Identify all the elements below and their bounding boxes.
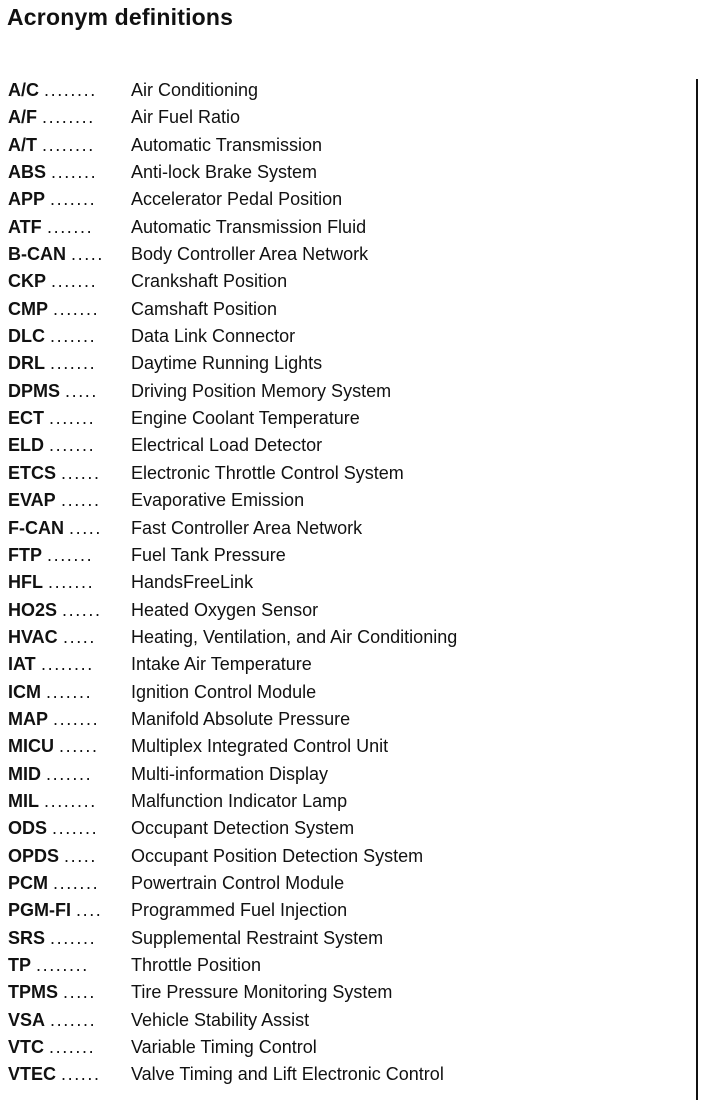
acronym-row (8, 132, 668, 159)
acronym-abbreviation: ETCS (8, 462, 57, 483)
acronym-abbreviation: A/F (8, 107, 37, 128)
dot-leader: ...... (59, 736, 99, 757)
acronym-abbreviation: A/T (8, 134, 37, 155)
acronym-definition: Crankshaft Position (131, 271, 288, 292)
acronym-row (8, 1034, 668, 1061)
acronym-row (8, 460, 668, 487)
dot-leader: ........ (41, 654, 94, 675)
acronym-abbreviation: VTC (8, 1037, 44, 1058)
acronym-definition: Electronic Throttle Control System (131, 462, 404, 483)
acronym-abbreviation: ATF (8, 216, 42, 237)
dot-leader: ........ (42, 134, 95, 155)
dot-leader: ........ (42, 107, 95, 128)
dot-leader: ....... (52, 818, 99, 839)
acronym-row (8, 186, 668, 213)
acronym-abbreviation: MID (8, 763, 41, 784)
dot-leader: ...... (61, 490, 101, 511)
dot-leader: ..... (63, 626, 97, 647)
dot-leader: ....... (50, 326, 97, 347)
acronym-row (8, 214, 668, 241)
acronym-definition: Occupant Position Detection System (131, 845, 424, 866)
dot-leader: ....... (50, 353, 97, 374)
acronym-row (8, 761, 668, 788)
acronym-abbreviation: TPMS (8, 982, 59, 1003)
acronym-row (8, 788, 668, 815)
acronym-abbreviation: PGM-FI (8, 900, 71, 921)
acronym-abbreviation: ICM (8, 681, 41, 702)
column-divider (696, 79, 698, 1100)
acronym-definition: Vehicle Stability Assist (131, 1009, 310, 1030)
acronym-row (8, 378, 668, 405)
acronym-definition: Supplemental Restraint System (131, 927, 384, 948)
dot-leader: ....... (50, 927, 97, 948)
acronym-definition: Data Link Connector (131, 326, 296, 347)
acronym-abbreviation: ECT (8, 408, 44, 429)
acronym-definition: Manifold Absolute Pressure (131, 708, 351, 729)
dot-leader: ..... (64, 845, 98, 866)
acronym-abbreviation: ODS (8, 818, 48, 839)
acronym-definition: Accelerator Pedal Position (131, 189, 343, 210)
acronym-abbreviation: OPDS (8, 845, 60, 866)
acronym-definition: Electrical Load Detector (131, 435, 323, 456)
acronym-abbreviation: B-CAN (8, 244, 66, 265)
dot-leader: ...... (62, 599, 102, 620)
acronym-definition: Engine Coolant Temperature (131, 408, 360, 429)
acronym-definition: Tire Pressure Monitoring System (131, 982, 393, 1003)
acronym-definition: Automatic Transmission (131, 134, 323, 155)
dot-leader: ...... (61, 462, 101, 483)
acronym-row (8, 515, 668, 542)
acronym-definition: Ignition Control Module (131, 681, 317, 702)
acronym-abbreviation: MAP (8, 708, 48, 729)
acronym-abbreviation: CKP (8, 271, 47, 292)
dot-leader: ....... (48, 572, 95, 593)
acronym-definition: Multiplex Integrated Control Unit (131, 736, 389, 757)
acronym-abbreviation: HFL (8, 572, 43, 593)
acronym-definition: Air Conditioning (131, 80, 259, 100)
acronym-row (8, 870, 668, 897)
dot-leader: ....... (50, 189, 97, 210)
acronym-row (8, 487, 668, 514)
dot-leader: ........ (36, 955, 89, 975)
acronym-abbreviation: FTP (8, 544, 42, 565)
acronym-abbreviation: VSA (8, 1009, 46, 1030)
dot-leader: ....... (49, 1037, 96, 1058)
dot-leader: ..... (71, 244, 105, 265)
acronym-definition: Programmed Fuel Injection (131, 900, 348, 921)
acronym-abbreviation: DPMS (8, 380, 61, 401)
acronym-definition: Fast Controller Area Network (131, 517, 363, 538)
acronym-abbreviation: ABS (8, 162, 47, 183)
acronym-definition: Multi-information Display (131, 763, 329, 784)
acronym-row (8, 952, 668, 979)
acronym-abbreviation: MICU (8, 736, 54, 757)
acronym-row (8, 241, 668, 268)
dot-leader: ....... (49, 435, 96, 456)
acronym-row (8, 296, 668, 323)
acronym-definition: Occupant Detection System (131, 818, 355, 839)
dot-leader: ....... (51, 271, 98, 292)
dot-leader: ........ (44, 80, 97, 100)
acronym-row (8, 624, 668, 651)
dot-leader: ....... (46, 763, 93, 784)
dot-leader: ....... (49, 408, 96, 429)
page-title: Acronym definitions (7, 4, 234, 30)
acronym-abbreviation: HVAC (8, 626, 58, 647)
acronym-definition: HandsFreeLink (131, 572, 254, 593)
acronym-definition: Valve Timing and Lift Electronic Control (131, 1064, 444, 1085)
acronym-row (8, 843, 668, 870)
acronym-row (8, 979, 668, 1006)
acronym-abbreviation: TP (8, 955, 32, 975)
dot-leader: ..... (63, 982, 97, 1003)
acronym-abbreviation: PCM (8, 872, 48, 893)
dot-leader: ....... (47, 216, 94, 237)
acronym-definition: Intake Air Temperature (131, 654, 312, 675)
acronym-row (8, 77, 668, 104)
acronym-definition: Body Controller Area Network (131, 244, 369, 265)
acronym-definition: Heated Oxygen Sensor (131, 599, 319, 620)
acronym-abbreviation: ELD (8, 435, 44, 456)
acronym-abbreviation: IAT (8, 654, 36, 675)
dot-leader: ....... (51, 162, 98, 183)
acronym-abbreviation: DRL (8, 353, 45, 374)
dot-leader: ....... (46, 681, 93, 702)
acronym-definition: Driving Position Memory System (131, 380, 392, 401)
dot-leader: ....... (53, 872, 100, 893)
acronym-row (8, 569, 668, 596)
acronym-row (8, 323, 668, 350)
dot-leader: ..... (65, 380, 99, 401)
acronym-definition: Air Fuel Ratio (131, 107, 241, 128)
acronym-definition: Anti-lock Brake System (131, 162, 318, 183)
dot-leader: ........ (44, 790, 97, 811)
acronym-abbreviation: MIL (8, 790, 39, 811)
acronym-row (8, 159, 668, 186)
acronym-definition: Fuel Tank Pressure (131, 544, 286, 565)
dot-leader: ....... (53, 298, 100, 319)
acronym-definition: Daytime Running Lights (131, 353, 323, 374)
acronym-row (8, 897, 668, 924)
acronym-definition: Malfunction Indicator Lamp (131, 790, 348, 811)
acronym-row (8, 706, 668, 733)
acronym-row (8, 542, 668, 569)
acronym-definition: Throttle Position (131, 955, 262, 975)
acronym-row (8, 679, 668, 706)
acronym-abbreviation: CMP (8, 298, 48, 319)
acronym-definition: Automatic Transmission Fluid (131, 216, 367, 237)
acronym-abbreviation: DLC (8, 326, 45, 347)
acronym-row (8, 651, 668, 678)
acronym-row (8, 925, 668, 952)
acronym-row (8, 733, 668, 760)
acronym-abbreviation: F-CAN (8, 517, 64, 538)
acronym-definition: Heating, Ventilation, and Air Conditioning (131, 626, 458, 647)
acronym-abbreviation: A/C (8, 80, 39, 100)
acronym-list (8, 77, 668, 1089)
dot-leader: ..... (69, 517, 103, 538)
acronym-row (8, 268, 668, 295)
acronym-abbreviation: APP (8, 189, 46, 210)
dot-leader: .... (76, 900, 103, 921)
acronym-abbreviation: EVAP (8, 490, 56, 511)
acronym-row (8, 597, 668, 624)
acronym-row (8, 1007, 668, 1034)
acronym-definition: Camshaft Position (131, 298, 278, 319)
acronym-definition: Powertrain Control Module (131, 872, 345, 893)
acronym-abbreviation: HO2S (8, 599, 58, 620)
acronym-definition: Variable Timing Control (131, 1037, 317, 1058)
acronym-row (8, 815, 668, 842)
dot-leader: ....... (50, 1009, 97, 1030)
dot-leader: ...... (61, 1064, 101, 1085)
acronym-abbreviation: VTEC (8, 1064, 57, 1085)
dot-leader: ....... (47, 544, 94, 565)
acronym-row (8, 104, 668, 131)
acronym-abbreviation: SRS (8, 927, 46, 948)
dot-leader: ....... (53, 708, 100, 729)
acronym-definition: Evaporative Emission (131, 490, 305, 511)
acronym-row (8, 1061, 668, 1088)
acronym-row (8, 405, 668, 432)
acronym-row (8, 350, 668, 377)
acronym-row (8, 432, 668, 459)
